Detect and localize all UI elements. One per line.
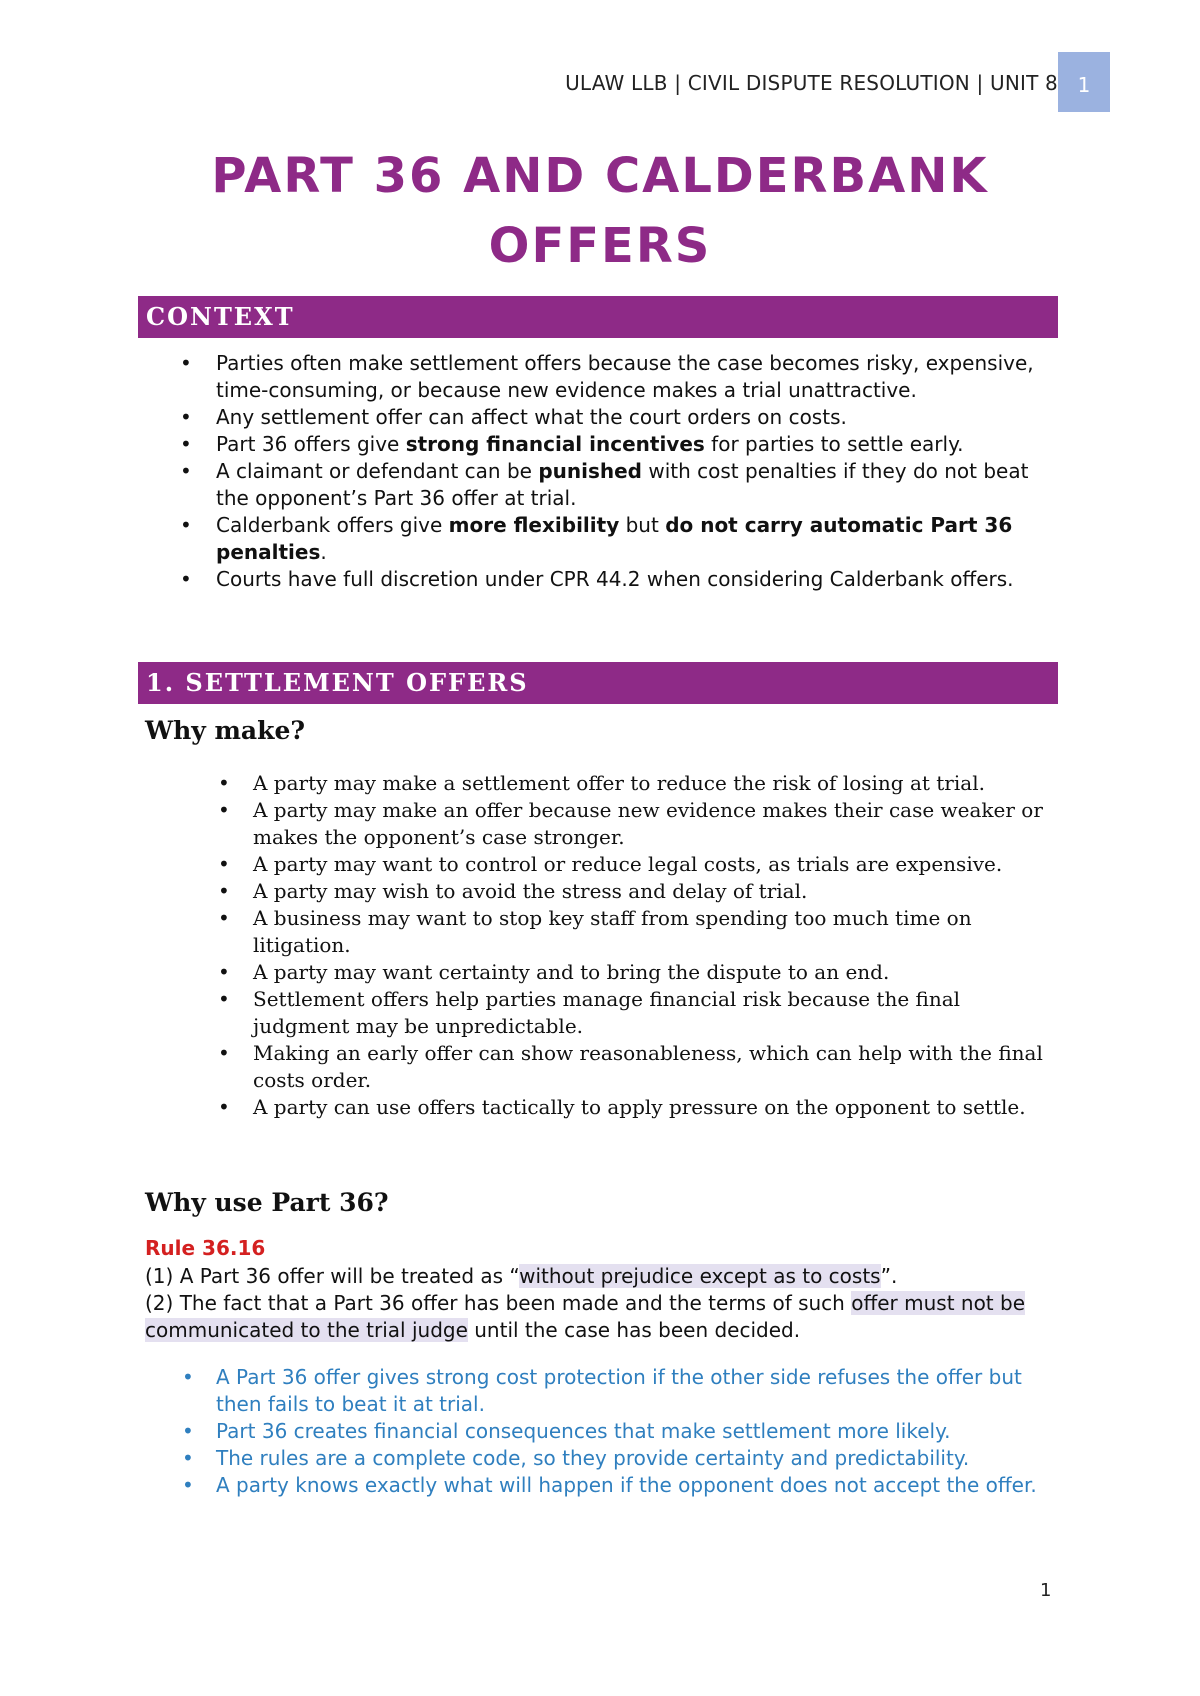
list-item: • Parties often make settlement offers because the case becomes risky, expensive, time-consuming, or because new evidence makes a trial unattractive.	[0, 350, 1200, 404]
rule-title: Rule 36.16	[145, 1236, 266, 1260]
list-item: • A party may want certainty and to bring the dispute to an end.	[0, 959, 1200, 986]
rule-paragraph-1: (1) A Part 36 offer will be treated as “without prejudice except as to costs”.	[145, 1264, 898, 1288]
why-make-heading: Why make?	[145, 716, 306, 745]
why-use-part-36-heading: Why use Part 36?	[145, 1188, 389, 1217]
list-item: • A Part 36 offer gives strong cost protection if the other side refuses the offer but then fails to beat it at trial.	[0, 1364, 1200, 1418]
context-list	[0, 350, 1200, 593]
document-title-line-1: PART 36 AND CALDERBANK	[211, 148, 989, 204]
settlement-offers-heading: 1. SETTLEMENT OFFERS	[138, 662, 1058, 704]
document-title-line-2: OFFERS	[488, 218, 712, 274]
list-item: • A party may make a settlement offer to reduce the risk of losing at trial.	[0, 770, 1200, 797]
list-item: • Part 36 offers give strong financial incentives for parties to settle early.	[0, 431, 1200, 458]
list-item: • The rules are a complete code, so they provide certainty and predictability.	[0, 1445, 1200, 1472]
list-item: • Making an early offer can show reasonableness, which can help with the final costs order.	[0, 1040, 1200, 1094]
header-text: ULAW LLB | CIVIL DISPUTE RESOLUTION | UNIT 8	[565, 71, 1058, 95]
rule-paragraph-2: (2) The fact that a Part 36 offer has been made and the terms of such offer must not be communicated to the trial judge until the case has been decided.	[145, 1291, 1026, 1342]
list-item: • A party can use offers tactically to apply pressure on the opponent to settle.	[0, 1094, 1200, 1121]
list-item: • Part 36 creates financial consequences that make settlement more likely.	[0, 1418, 1200, 1445]
list-item: • A claimant or defendant can be punished with cost penalties if they do not beat the opponent’s Part 36 offer at trial.	[0, 458, 1200, 512]
list-item: • Settlement offers help parties manage financial risk because the final judgment may be unpredictable.	[0, 986, 1200, 1040]
list-item: • A party knows exactly what will happen if the opponent does not accept the offer.	[0, 1472, 1200, 1499]
footer-page-number: 1	[1040, 1580, 1052, 1601]
list-item: • Calderbank offers give more flexibility but do not carry automatic Part 36 penalties.	[0, 512, 1200, 566]
header-page-badge: 1	[1058, 52, 1110, 112]
list-item: • A business may want to stop key staff from spending too much time on litigation.	[0, 905, 1200, 959]
list-item: • A party may wish to avoid the stress and delay of trial.	[0, 878, 1200, 905]
list-item: • A party may make an offer because new evidence makes their case weaker or makes the opponent’s case stronger.	[0, 797, 1200, 851]
page-header	[0, 52, 1200, 112]
list-item: • Any settlement offer can affect what the court orders on costs.	[0, 404, 1200, 431]
list-item: • Courts have full discretion under CPR 44.2 when considering Calderbank offers.	[0, 566, 1200, 593]
context-heading: CONTEXT	[138, 296, 1058, 338]
part-36-benefits-list	[0, 1364, 1200, 1499]
list-item: • A party may want to control or reduce legal costs, as trials are expensive.	[0, 851, 1200, 878]
why-make-list	[0, 770, 1200, 1121]
